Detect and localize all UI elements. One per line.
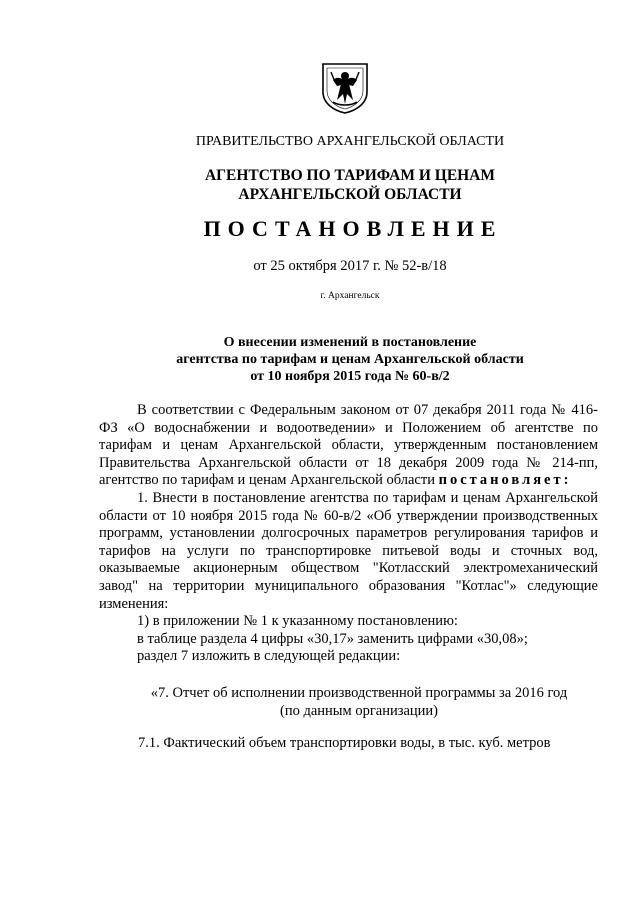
agency-name-line2: АРХАНГЕЛЬСКОЙ ОБЛАСТИ <box>238 186 462 203</box>
preamble-text: В соответствии с Федеральным законом от 07 декабря 2011 года № 416-ФЗ «О водоснабжении и водоотведении» и Положением об агентстве по тарифам и ценам Архангельской области, утвержденным постановлением Правительства Архангельской области от 18 декабря 2009 года № 214-пп, агентство по тарифам и ценам Архангельской области <box>99 402 598 489</box>
section-7-title-line1: «7. Отчет об исполнении производственной программы за 2016 год <box>150 685 568 701</box>
subsection-7-1: 7.1. Фактический объем транспортировки воды, в тыс. куб. метров <box>138 735 551 751</box>
resolves-word: постановляет: <box>438 472 572 489</box>
coat-of-arms-icon <box>319 62 371 114</box>
document-type-title: ПОСТАНОВЛЕНИЕ <box>203 216 503 241</box>
subject-line1: О внесении изменений в постановление <box>223 335 477 350</box>
subject-line2: агентства по тарифам и ценам Архангельской области <box>176 352 524 367</box>
document-date-number: от 25 октября 2017 г. № 52-в/18 <box>253 258 447 274</box>
section-7-title-line2: (по данным организации) <box>279 703 438 719</box>
point-1-paragraph: 1. Внести в постановление агентства по тарифам и ценам Архангельской области от 10 ноября 2015 года № 60-в/2 «Об утверждении производственных программ, установлении долгосрочных параметров регулирования тарифов и тарифов на услуги по транспортировке питьевой воды и сточных вод, оказываемые акционерным обществом "Котласский электромеханический завод" на территории муниципального образования "Котлас"» следующие изменения: <box>99 489 598 612</box>
document-subject <box>30 334 640 385</box>
document-city: г. Архангельск <box>320 291 380 301</box>
agency-name <box>30 166 640 204</box>
subpoint-table-change: в таблице раздела 4 цифры «30,17» заменить цифрами «30,08»; <box>137 630 528 647</box>
government-name: ПРАВИТЕЛЬСТВО АРХАНГЕЛЬСКОЙ ОБЛАСТИ <box>195 134 505 149</box>
subpoint-section-7: раздел 7 изложить в следующей редакции: <box>137 648 401 665</box>
subject-line3: от 10 ноября 2015 года № 60-в/2 <box>250 369 450 384</box>
agency-name-line1: АГЕНТСТВО ПО ТАРИФАМ И ЦЕНАМ <box>204 167 496 184</box>
subpoint-1: 1) в приложении № 1 к указанному постановлению: <box>137 613 458 630</box>
preamble-paragraph <box>99 402 598 490</box>
section-7-title <box>119 684 599 720</box>
document-body <box>99 402 598 666</box>
